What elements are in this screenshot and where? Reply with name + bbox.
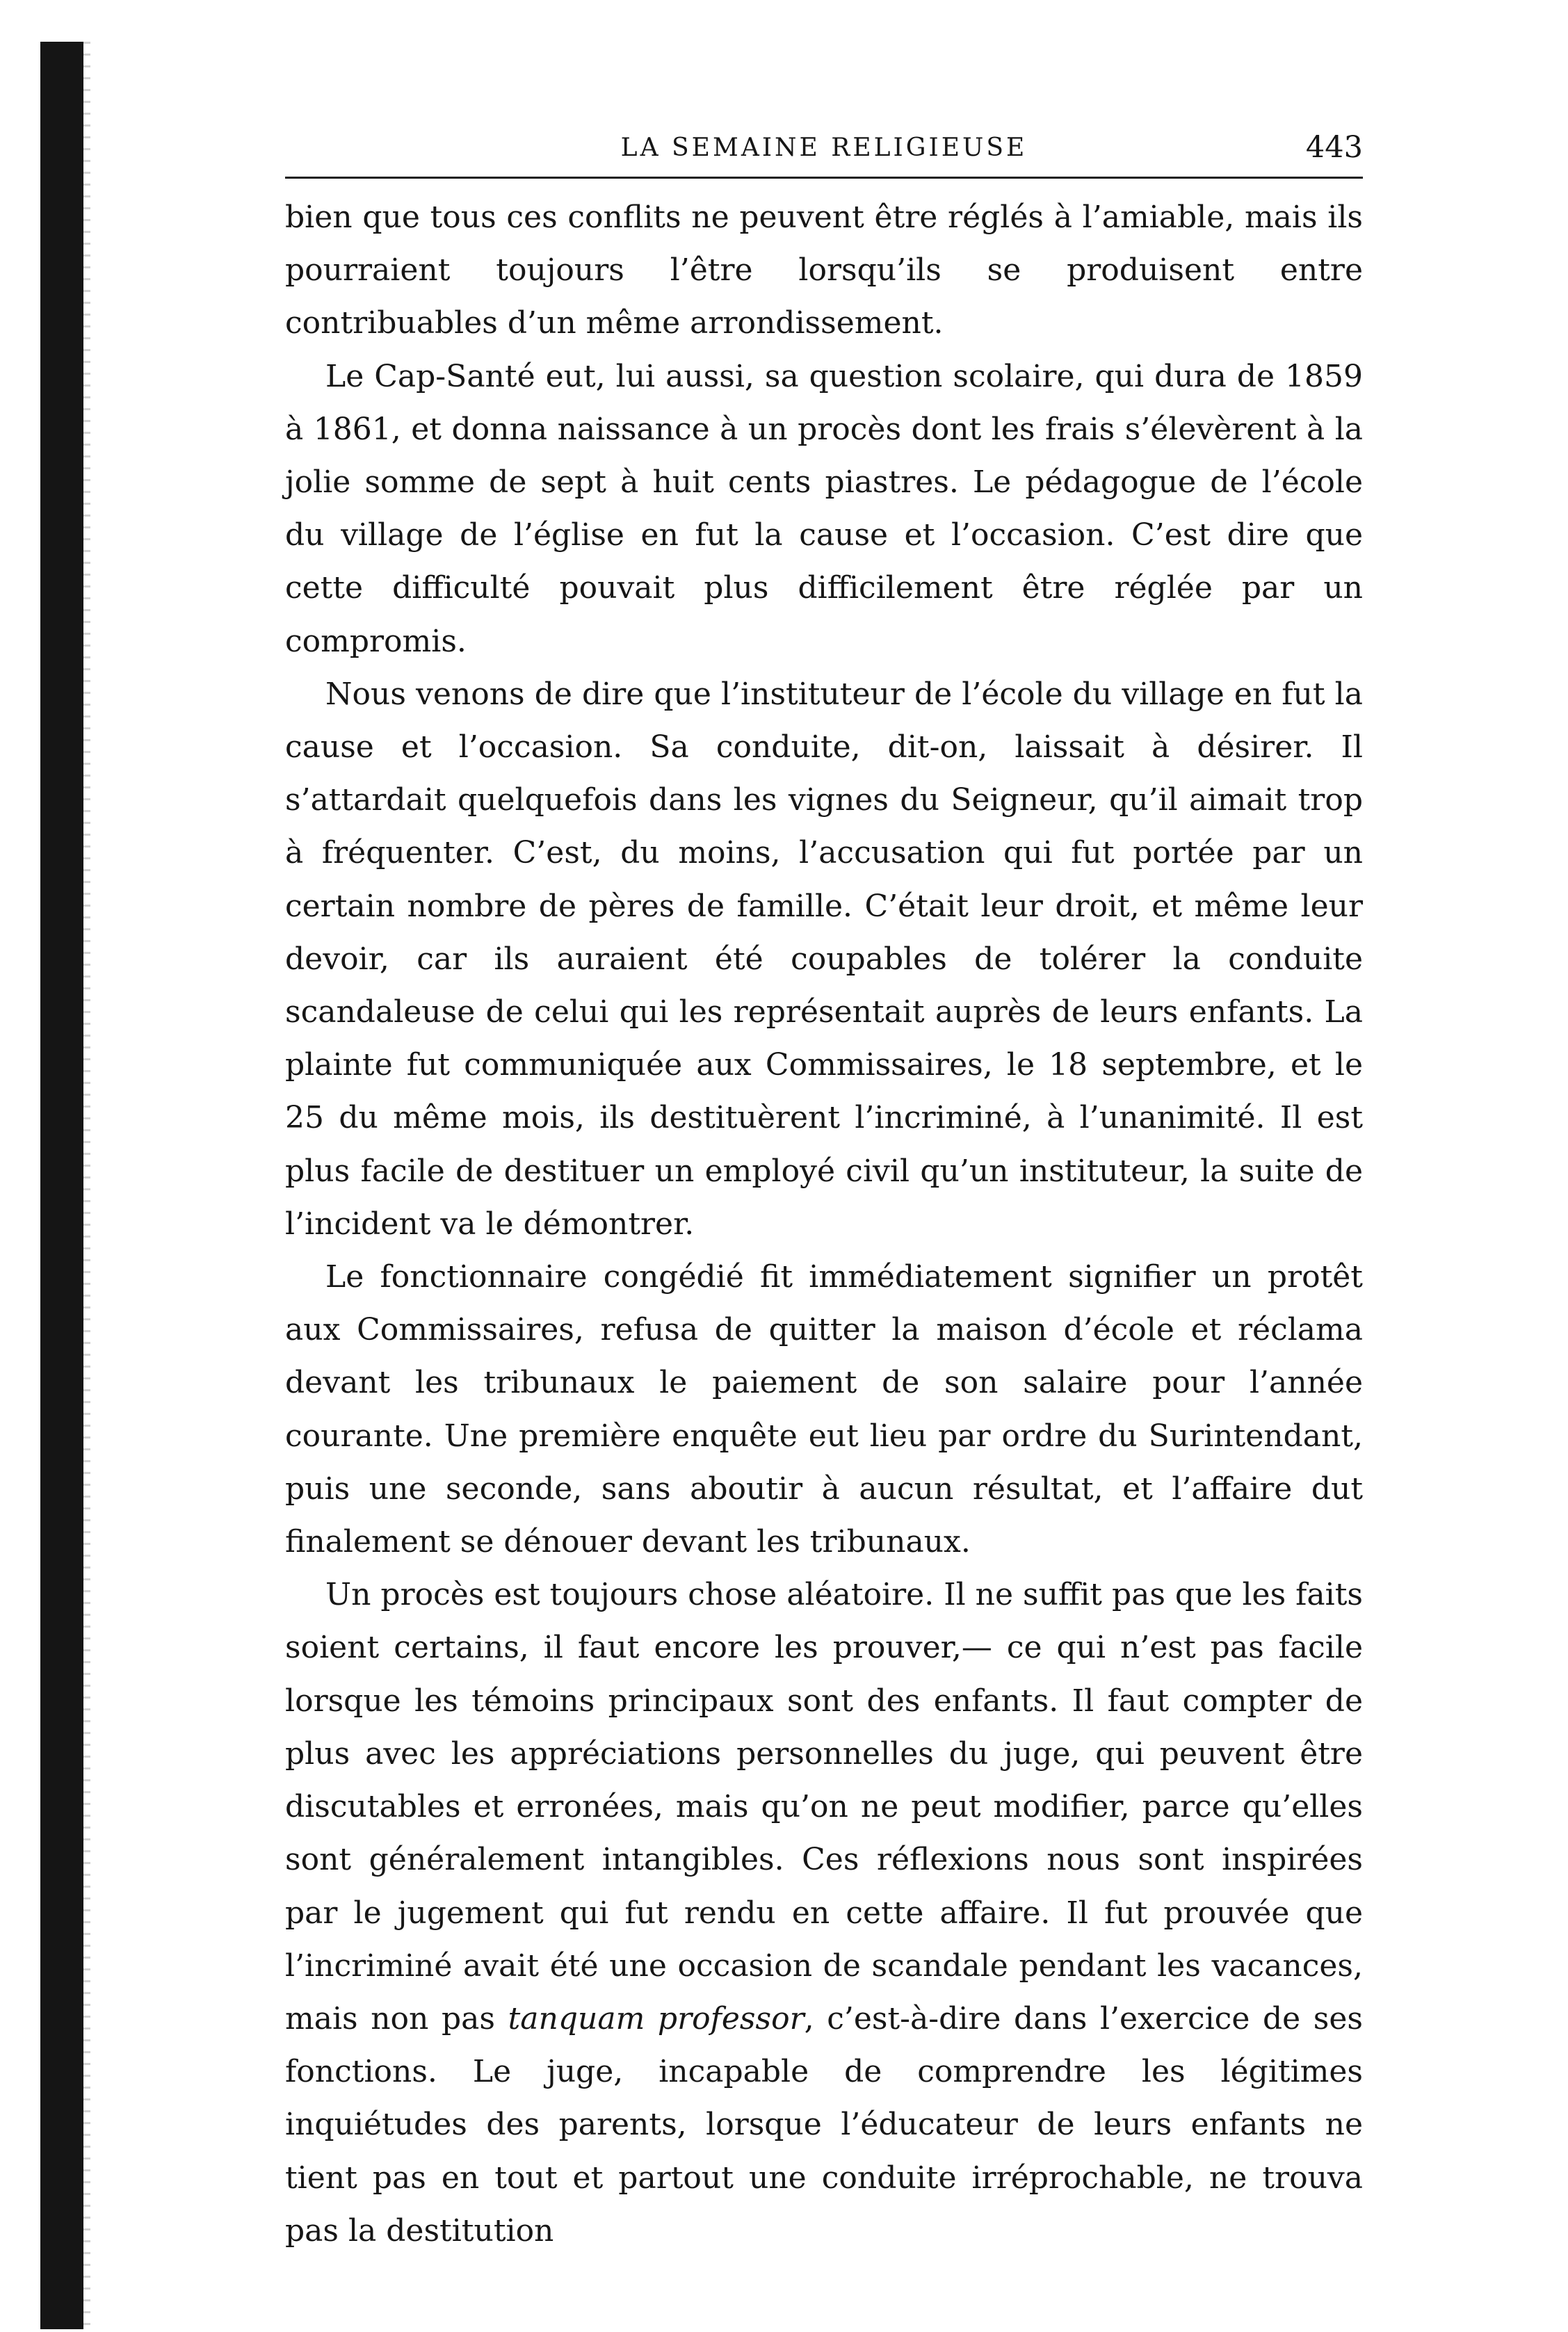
article-body: [285, 191, 1363, 2258]
paragraph-continuation: bien que tous ces conflits ne peuvent être réglés à l’amiable, mais ils pourraient toujours l’être lorsqu’ils se produisent entre contribuables d’un même arrondissement.: [285, 200, 1363, 341]
paragraph-proces-text-a: Un procès est toujours chose aléatoire. Il ne suffit pas que les faits soient certains, il faut encore les prouver,— ce qui n’est pas facile lorsque les témoins principaux sont des enfants. Il faut compter de plus avec les appréciations personnelles du juge, qui peuvent être discutables et erronées, mais qu’on ne peut modifier, parce qu’elles sont généralement intangibles. Ces réflexions nous sont inspirées par le jugement qui fut rendu en cette affaire. Il fut prouvée que l’incriminé avait été une occasion de scandale pendant les vacances, mais non pas: [285, 1577, 1363, 2037]
page-number: 443: [1305, 130, 1363, 165]
running-title: LA SEMAINE RELIGIEUSE: [620, 133, 1028, 162]
paragraph-cap-sante: Le Cap-Santé eut, lui aussi, sa question scolaire, qui dura de 1859 à 1861, et donna naissance à un procès dont les frais s’élevèrent à la jolie somme de sept à huit cents piastres. Le pédagogue de l’école du village de l’église en fut la cause et l’occasion. C’est dire que cette difficulté pouvait plus difficilement être réglée par un compromis.: [285, 358, 1363, 659]
book-page: [285, 124, 1363, 2249]
page-header: [285, 124, 1363, 170]
paragraph-proces-text-b: , c’est-à-dire dans l’exercice de ses fonctions. Le juge, incapable de comprendre les légitimes inquiétudes des parents, lorsque l’éducateur de leurs enfants ne tient pas en tout et partout une conduite irréprochable, ne trouva pas la destitution: [285, 2000, 1363, 2249]
header-rule: [285, 177, 1363, 179]
paragraph-fonctionnaire: Le fonctionnaire congédié fit immédiatement signifier un protêt aux Commissaires, refusa de quitter la maison d’école et réclama devant les tribunaux le paiement de son salaire pour l’année courante. Une première enquête eut lieu par ordre du Surintendant, puis une seconde, sans aboutir à aucun résultat, et l’affaire dut finalement se dénouer devant les tribunaux.: [285, 1259, 1363, 1560]
scan-binding-edge: [40, 42, 83, 2329]
paragraph-proces: [285, 1569, 1363, 2258]
paragraph-instituteur: Nous venons de dire que l’instituteur de l’école du village en fut la cause et l’occasion. Sa conduite, dit-on, laissait à désirer. Il s’attardait quelquefois dans les vignes du Seigneur, qu’il aimait trop à fréquenter. C’est, du moins, l’accusation qui fut portée par un certain nombre de pères de famille. C’était leur droit, et même leur devoir, car ils auraient été coupables de tolérer la conduite scandaleuse de celui qui les représentait auprès de leurs enfants. La plainte fut communiquée aux Commissaires, le 18 septembre, et le 25 du même mois, ils destituèrent l’incriminé, à l’unanimité. Il est plus facile de destituer un employé civil qu’un instituteur, la suite de l’incident va le démontrer.: [285, 676, 1363, 1242]
latin-phrase: tanquam professor: [508, 2000, 805, 2037]
